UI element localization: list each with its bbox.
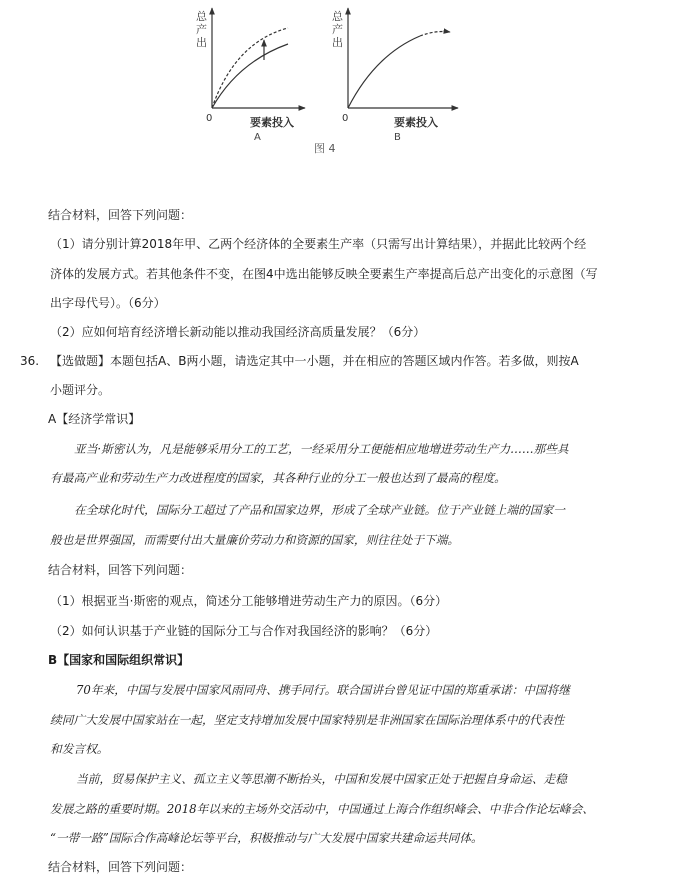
chart-a-y-label-2: 产 xyxy=(196,23,207,36)
chart-b-caption: B xyxy=(394,132,401,143)
q36-number: 36. xyxy=(20,354,40,368)
q36-b-intro: 结合材料，回答下列问题： xyxy=(48,860,193,874)
figure-title: 图 4 xyxy=(314,142,336,155)
q36-b-p1-line1: 70年来，中国与发展中国家风雨同舟、携手同行。联合国讲台曾见证中国的郑重承诺：中国将继 xyxy=(76,683,571,697)
chart-a-x-label: 要素投入 xyxy=(250,116,294,129)
q36-a-p1-line2: 有最高产业和劳动生产力改进程度的国家，其各种行业的分工一般也达到了最高的程度。 xyxy=(50,471,506,485)
q36-b-p2-line1: 当前，贸易保护主义、孤立主义等思潮不断抬头，中国和发展中国家正处于把握自身命运、走稳 xyxy=(76,772,567,786)
q35-item1-line3: 出字母代号）。（6分） xyxy=(50,296,166,310)
chart-a-y-label-3: 出 xyxy=(196,36,207,49)
chart-a-origin: 0 xyxy=(206,113,213,124)
chart-b-curve xyxy=(348,36,420,108)
chart-b xyxy=(332,8,458,143)
chart-b-extension xyxy=(420,32,450,37)
q36-b-p1-line3: 和发言权。 xyxy=(50,742,109,756)
chart-a-original-curve xyxy=(212,44,288,108)
q36-a-title: A【经济学常识】 xyxy=(48,412,141,426)
chart-a xyxy=(196,8,305,143)
chart-a-caption: A xyxy=(254,132,261,143)
q36-a-p1-line1: 亚当·斯密认为，凡是能够采用分工的工艺，一经采用分工便能相应地增进劳动生产力……那些具 xyxy=(74,442,569,456)
chart-b-y-label-3: 出 xyxy=(332,36,343,49)
q35-item1-line1: （1）请分别计算2018年甲、乙两个经济体的全要素生产率（只需写出计算结果），并据此比较两个经 xyxy=(50,237,587,251)
q36-a-intro: 结合材料，回答下列问题： xyxy=(48,563,193,577)
q36-b-p2-line3: “一带一路”国际合作高峰论坛等平台，积极推动与广大发展中国家共建命运共同体。 xyxy=(50,831,483,845)
figure-4 xyxy=(180,0,480,160)
q36-b-title: B【国家和国际组织常识】 xyxy=(48,653,190,667)
q36-a-item1: （1）根据亚当·斯密的观点，简述分工能够增进劳动生产力的原因。（6分） xyxy=(50,594,448,608)
chart-b-origin: 0 xyxy=(342,113,349,124)
q35-item1-line2: 济体的发展方式。若其他条件不变，在图4中选出能够反映全要素生产率提高后总产出变化的示意图（写 xyxy=(50,267,598,281)
q36-a-p2-line1: 在全球化时代，国际分工超过了产品和国家边界，形成了全球产业链。位于产业链上端的国家一 xyxy=(74,503,565,517)
q35-intro: 结合材料，回答下列问题： xyxy=(48,208,193,222)
q35-item2: （2）应如何培育经济增长新动能以推动我国经济高质量发展？（6分） xyxy=(50,325,426,339)
chart-b-x-label: 要素投入 xyxy=(394,116,438,129)
q36-b-p2-line2: 发展之路的重要时期。2018年以来的主场外交活动中，中国通过上海合作组织峰会、中非合作论坛峰会、 xyxy=(50,802,594,816)
chart-b-y-label-2: 产 xyxy=(332,23,343,36)
q36-a-p2-line2: 般也是世界强国，而需要付出大量廉价劳动力和资源的国家，则往往处于下端。 xyxy=(50,533,460,547)
q36-a-item2: （2）如何认识基于产业链的国际分工与合作对我国经济的影响？（6分） xyxy=(50,624,438,638)
q36-head-line1: 【选做题】本题包括A、B两小题，请选定其中一小题，并在相应的答题区域内作答。若多做，则按A xyxy=(50,354,579,368)
chart-a-y-label-1: 总 xyxy=(196,10,207,23)
chart-a-shifted-curve xyxy=(212,28,288,108)
chart-b-y-label-1: 总 xyxy=(332,10,343,23)
figure-4-svg xyxy=(180,0,480,160)
q36-b-p1-line2: 续同广大发展中国家站在一起，坚定支持增加发展中国家特别是非洲国家在国际治理体系中的代表性 xyxy=(50,713,565,727)
q36-head-line2: 小题评分。 xyxy=(50,383,111,397)
